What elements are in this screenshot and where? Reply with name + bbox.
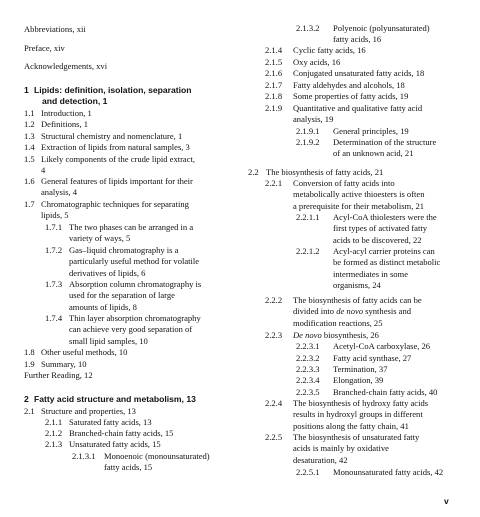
- page-number: v: [444, 496, 449, 506]
- toc-entry-2-2-1-2-line-4: organisms, 24: [333, 280, 381, 291]
- toc-entry-number: 2.2.3.5: [296, 387, 320, 397]
- toc-entry-2-1-9-1-line-1: General principles, 19: [333, 126, 409, 136]
- toc-entry-front-line-1: Further Reading, 12: [24, 370, 93, 380]
- toc-entry-2-2-3-2-line-1: Fatty acid synthase, 27: [333, 353, 412, 363]
- toc-entry-1-7-4-line-2: can achieve very good separation of: [69, 324, 193, 335]
- toc-entry-1-7-1-line-2: variety of ways, 5: [69, 233, 131, 244]
- toc-entry-1-7-line-2: lipids, 5: [41, 210, 69, 221]
- toc-entry-1-7-3-line-1: Absorption column chromatography is: [69, 279, 202, 289]
- toc-entry-1-7-3-line-2: used for the separation of large: [69, 290, 175, 301]
- toc-entry-number: 2.1.9.1: [296, 126, 320, 136]
- toc-entry-2-1-7-line-1: Fatty aldehydes and alcohols, 18: [293, 80, 405, 90]
- toc-entry-number: 1.7.4: [45, 313, 63, 323]
- toc-entry-1-line-1: Lipids: definition, isolation, separation: [34, 85, 192, 95]
- toc-entry-2-line-1: Fatty acid structure and metabolism, 13: [34, 394, 196, 404]
- toc-entry-number: 2.2.4: [265, 398, 283, 408]
- toc-entry-number: 2.2.2: [265, 295, 283, 305]
- toc-entry-number: 2.2.3.2: [296, 353, 320, 363]
- toc-entry-2-1-9-line-1: Quantitative and qualitative fatty acid: [293, 103, 423, 113]
- toc-entry-number: 2.2.3: [265, 330, 283, 340]
- toc-entry-number: 1.3: [24, 131, 35, 141]
- toc-entry-number: 2.1: [24, 406, 35, 416]
- toc-entry-1-7-2-line-3: derivatives of lipids, 6: [69, 267, 146, 278]
- toc-entry-number: 2.1.9.2: [296, 137, 320, 147]
- toc-entry-2-1-3-line-1: Unsaturated fatty acids, 15: [69, 439, 161, 449]
- toc-entry-2-1-3-2-line-1: Polyenoic (polyunsaturated): [333, 23, 430, 33]
- toc-entry-2-1-1-line-1: Saturated fatty acids, 13: [69, 417, 152, 427]
- toc-entry-2-2-3-4-line-1: Elongation, 39: [333, 375, 384, 385]
- toc-entry-2-2-5-line-1: The biosynthesis of unsaturated fatty: [293, 432, 420, 442]
- toc-entry-2-1-4-line-1: Cyclic fatty acids, 16: [293, 45, 366, 55]
- toc-entry-2-2-3-5-line-1: Branched-chain fatty acids, 40: [333, 387, 438, 397]
- toc-entry-number: 2.1.5: [265, 57, 283, 67]
- toc-entry-number: 2.2.3.4: [296, 375, 320, 385]
- toc-entry-number: 1.4: [24, 142, 35, 152]
- toc-entry-number: 2: [24, 394, 29, 404]
- toc-entry-2-1-5-line-1: Oxy acids, 16: [293, 57, 341, 67]
- toc-entry-number: 1.1: [24, 108, 35, 118]
- toc-entry-number: 2.1.3.1: [72, 451, 96, 461]
- toc-entry-2-2-2-line-3: modification reactions, 25: [293, 317, 383, 328]
- toc-entry-number: 1: [24, 85, 29, 95]
- toc-entry-number: 2.2: [248, 167, 259, 177]
- toc-entry-1-1-line-1: Introduction, 1: [41, 108, 92, 118]
- toc-entry-2-2-4-line-2: results in hydroxyl groups in different: [293, 409, 423, 420]
- toc-entry-2-2-1-2-line-2: be formed as distinct metabolic: [333, 257, 441, 268]
- toc-entry-1-9-line-1: Summary, 10: [41, 359, 87, 369]
- toc-entry-number: 2.2.3.3: [296, 364, 320, 374]
- toc-entry-2-2-1-line-2: metabolically active thioesters is often: [293, 189, 425, 200]
- toc-entry-number: 1.7.2: [45, 245, 63, 255]
- toc-entry-number: 2.2.5.1: [296, 467, 320, 477]
- toc-entry-1-8-line-1: Other useful methods, 10: [41, 347, 128, 357]
- toc-entry-front-line-1: Abbreviations, xii: [24, 24, 86, 34]
- toc-entry-number: 1.7.3: [45, 279, 63, 289]
- toc-entry-2-1-3-1-line-1: Monoenoic (monounsaturated): [104, 451, 210, 461]
- toc-entry-2-2-1-line-1: Conversion of fatty acids into: [293, 178, 395, 188]
- toc-entry-2-1-8-line-1: Some properties of fatty acids, 19: [293, 91, 409, 101]
- toc-entry-number: 1.2: [24, 119, 35, 129]
- toc-entry-2-1-9-line-2: analysis, 19: [293, 114, 334, 125]
- toc-entry-2-2-1-1-line-2: first types of activated fatty: [333, 223, 427, 234]
- toc-entry-number: 2.2.1.2: [296, 246, 320, 256]
- toc-entry-2-1-6-line-1: Conjugated unsaturated fatty acids, 18: [293, 68, 425, 78]
- toc-entry-front-line-1: Preface, xiv: [24, 43, 65, 53]
- toc-entry-2-1-9-2-line-1: Determination of the structure: [333, 137, 437, 147]
- toc-entry-number: 2.1.2: [45, 428, 63, 438]
- toc-entry-1-7-line-1: Chromatographic techniques for separating: [41, 199, 189, 209]
- toc-entry-number: 2.1.9: [265, 103, 283, 113]
- toc-entry-number: 2.2.1: [265, 178, 283, 188]
- toc-entry-2-1-3-1-line-2: fatty acids, 15: [104, 462, 153, 473]
- toc-entry-number: 2.2.5: [265, 432, 283, 442]
- toc-entry-1-5-line-2: 4: [41, 165, 46, 176]
- toc-entry-1-line-2: and detection, 1: [42, 96, 108, 107]
- toc-entry-front-line-1: Acknowledgements, xvi: [24, 61, 108, 71]
- toc-entry-number: 1.9: [24, 359, 35, 369]
- toc-entry-2-2-3-line-1: De novo biosynthesis, 26: [293, 330, 379, 340]
- toc-entry-number: 2.1.6: [265, 68, 283, 78]
- toc-entry-2-2-5-line-2: acids is mainly by oxidative: [293, 443, 389, 454]
- toc-entry-2-2-1-1-line-1: Acyl-CoA thiolesters were the: [333, 212, 437, 222]
- toc-entry-number: 2.1.4: [265, 45, 283, 55]
- toc-entry-2-2-5-1-line-1: Monounsaturated fatty acids, 42: [333, 467, 444, 477]
- toc-entry-number: 2.1.7: [265, 80, 283, 90]
- toc-entry-1-3-line-1: Structural chemistry and nomenclature, 1: [41, 131, 183, 141]
- toc-entry-number: 2.2.3.1: [296, 341, 320, 351]
- toc-entry-1-7-1-line-1: The two phases can be arranged in a: [69, 222, 194, 232]
- toc-entry-number: 2.1.3.2: [296, 23, 320, 33]
- toc-entry-2-2-1-2-line-3: intermediates in some: [333, 268, 409, 279]
- toc-entry-2-1-2-line-1: Branched-chain fatty acids, 15: [69, 428, 174, 438]
- toc-entry-2-2-1-2-line-1: Acyl-acyl carrier proteins can: [333, 246, 435, 256]
- toc-entry-number: 2.1.1: [45, 417, 63, 427]
- toc-entry-2-2-1-1-line-3: acids to be discovered, 22: [333, 234, 422, 245]
- toc-entry-2-1-9-2-line-2: of an unknown acid, 21: [333, 148, 414, 159]
- toc-entry-1-7-2-line-1: Gas–liquid chromatography is a: [69, 245, 179, 255]
- toc-entry-1-4-line-1: Extraction of lipids from natural samples, 3: [41, 142, 190, 152]
- toc-entry-number: 1.7.1: [45, 222, 63, 232]
- toc-entry-number: 1.5: [24, 154, 35, 164]
- toc-entry-2-2-4-line-1: The biosynthesis of hydroxy fatty acids: [293, 398, 429, 408]
- toc-entry-1-6-line-1: General features of lipids important for their: [41, 176, 193, 186]
- toc-entry-1-6-line-2: analysis, 4: [41, 187, 78, 198]
- toc-entry-number: 2.2.1.1: [296, 212, 320, 222]
- toc-entry-2-2-line-1: The biosynthesis of fatty acids, 21: [266, 167, 384, 177]
- toc-entry-number: 1.8: [24, 347, 35, 357]
- toc-entry-2-2-2-line-2: divided into de novo synthesis and: [293, 306, 412, 317]
- toc-entry-1-7-3-line-3: amounts of lipids, 8: [69, 301, 137, 312]
- toc-entry-1-7-4-line-1: Thin layer absorption chromatography: [69, 313, 201, 323]
- toc-entry-number: 2.1.3: [45, 439, 63, 449]
- toc-entry-number: 2.1.8: [265, 91, 283, 101]
- toc-entry-2-2-3-1-line-1: Acetyl-CoA carboxylase, 26: [333, 341, 431, 351]
- toc-entry-2-2-2-line-1: The biosynthesis of fatty acids can be: [293, 295, 422, 305]
- toc-entry-1-7-2-line-2: particularly useful method for volatile: [69, 256, 200, 267]
- toc-entry-1-2-line-1: Definitions, 1: [41, 119, 89, 129]
- toc-entry-1-5-line-1: Likely components of the crude lipid extract,: [41, 154, 196, 164]
- toc-entry-number: 1.6: [24, 176, 35, 186]
- toc-entry-2-2-4-line-3: positions along the fatty chain, 41: [293, 420, 409, 431]
- toc-entry-2-1-3-2-line-2: fatty acids, 16: [333, 34, 382, 45]
- toc-entry-2-2-1-line-3: a prerequisite for their metabolism, 21: [293, 200, 425, 211]
- toc-entry-2-2-3-3-line-1: Termination, 37: [333, 364, 388, 374]
- toc-entry-2-2-5-line-3: desaturation, 42: [293, 454, 348, 465]
- toc-entry-1-7-4-line-3: small lipid samples, 10: [69, 335, 148, 346]
- toc-entry-2-1-line-1: Structure and properties, 13: [41, 406, 136, 416]
- toc-entry-number: 1.7: [24, 199, 35, 209]
